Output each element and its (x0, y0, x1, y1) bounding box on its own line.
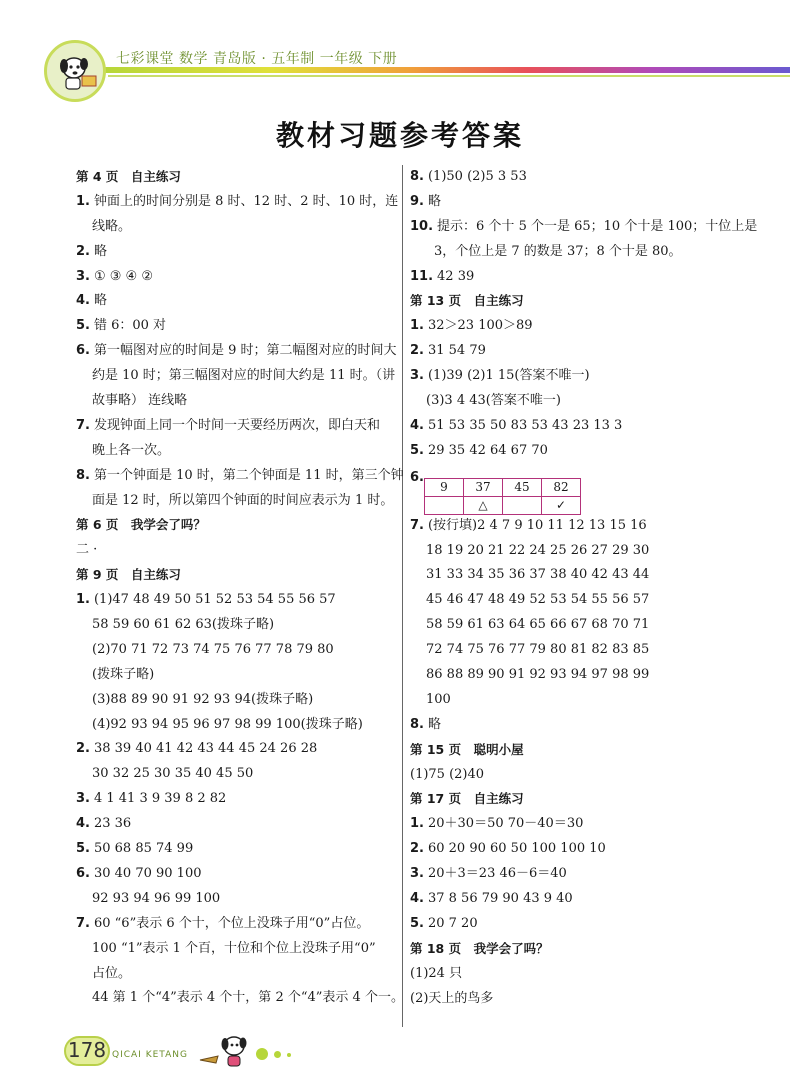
answer-text: (按行填)2 4 7 9 10 11 12 13 15 16 (427, 517, 647, 533)
answer-line (410, 539, 740, 564)
answer-text: 略 (93, 243, 107, 259)
item-number: 7. (410, 517, 424, 533)
answer-text: (拨珠子略) (92, 666, 155, 682)
answer-line (76, 937, 396, 962)
item-number: 8. (76, 467, 90, 483)
section-heading (410, 937, 740, 962)
right-column (410, 165, 758, 1012)
cartoon-dog-icon (54, 50, 100, 92)
answer-line (76, 389, 396, 414)
answer-line (76, 912, 396, 937)
answer-text: 60 “6”表示 6 个十，个位上没珠子用“0”占位。 (93, 915, 370, 931)
answer-text: 面是 12 时，所以第四个钟面的时间应表示为 1 时。 (92, 492, 394, 508)
footer-dot (256, 1048, 268, 1060)
answer-text: 约是 10 时；第三幅图对应的时间大约是 11 时。（讲 (92, 368, 396, 384)
answer-text: 38 39 40 41 42 43 44 45 24 26 28 (93, 741, 318, 757)
table-cell: 45 (503, 478, 542, 496)
answer-line (410, 987, 740, 1012)
answer-text: (2)70 71 72 73 74 75 76 77 78 79 80 (92, 641, 334, 657)
answer-text: 第 6 页 我学会了吗？ (76, 517, 206, 533)
item-number: 5. (410, 915, 424, 931)
answer-text: 线略。 (92, 218, 132, 234)
answer-text: 提示：6 个十 5 个一是 65；10 个十是 100；十位上是 (437, 218, 758, 234)
column-divider (402, 165, 403, 1027)
section-heading (410, 738, 740, 763)
answer-text: 第 9 页 自主练习 (76, 567, 181, 583)
answer-line (76, 787, 396, 812)
answer-text: 故事略） 连线略 (92, 393, 188, 409)
item-number: 10. (410, 218, 434, 234)
answer-line (76, 737, 396, 762)
answer-text: 58 59 61 63 64 65 66 67 68 70 71 (426, 617, 650, 633)
item-number: 2. (410, 841, 424, 857)
answer-text: 20＋30＝50 70－40＝30 (427, 816, 584, 832)
item-number: 9. (410, 193, 424, 209)
table-cell: 82 (542, 478, 581, 496)
answer-line (76, 613, 396, 638)
answer-text: 钟面上的时间分别是 8 时、12 时、2 时、10 时，连 (93, 193, 399, 209)
item-number: 6. (76, 343, 90, 359)
item-number: 5. (76, 841, 90, 857)
answer-text: 86 88 89 90 91 92 93 94 97 98 99 (426, 667, 650, 683)
answer-line (76, 862, 396, 887)
header-text: 七彩课堂 数学 青岛版 · 五年制 一年级 下册 (116, 51, 398, 67)
answer-text: 23 36 (93, 816, 132, 832)
answer-text: 30 40 70 90 100 (93, 865, 202, 881)
answer-line (410, 837, 740, 862)
answer-line (76, 314, 396, 339)
header-underline (108, 75, 790, 77)
answer-line (410, 613, 740, 638)
answer-line (76, 464, 404, 489)
answer-line (410, 763, 740, 788)
answer-line (410, 862, 740, 887)
answer-line (410, 588, 740, 613)
item-number: 4. (76, 293, 90, 309)
item-number: 1. (76, 592, 90, 608)
answer-line (76, 762, 396, 787)
answer-text: (2)天上的鸟多 (410, 990, 494, 1006)
item-number: 3. (76, 268, 90, 284)
answer-table (424, 478, 581, 515)
answer-line (76, 538, 396, 563)
answer-line (410, 812, 740, 837)
answer-line (76, 190, 399, 215)
answer-text: 第 13 页 自主练习 (410, 293, 524, 309)
section-heading (410, 289, 740, 314)
item-number: 2. (410, 343, 424, 359)
answer-text: (3)88 89 90 91 92 93 94(拨珠子略) (92, 691, 314, 707)
item-number: 6. (410, 469, 424, 485)
answer-line (410, 713, 740, 738)
answer-line (410, 563, 740, 588)
footer-dot (274, 1051, 281, 1058)
table-cell (503, 496, 542, 514)
answer-text: (1)39 (2)1 15(答案不唯一) (427, 368, 590, 384)
page-number: 178 (67, 1038, 107, 1062)
answer-line (410, 962, 740, 987)
answer-line (76, 265, 396, 290)
answer-line (410, 215, 758, 240)
answer-text: 第 17 页 自主练习 (410, 791, 524, 807)
answer-line (410, 364, 740, 389)
item-number: 3. (410, 866, 424, 882)
answer-line (410, 389, 740, 414)
answer-text: (1)24 只 (410, 965, 463, 981)
answer-line (76, 837, 396, 862)
answer-line (410, 240, 740, 265)
item-number: 4. (76, 816, 90, 832)
answer-text: 42 39 (437, 268, 475, 284)
table-cell: 37 (464, 478, 503, 496)
answer-text: 20＋3＝23 46－6＝40 (427, 866, 567, 882)
answer-text: 二 · (76, 542, 98, 558)
item-number: 8. (410, 169, 424, 184)
answer-text: 略 (427, 716, 441, 732)
answer-line (410, 663, 740, 688)
item-number: 1. (76, 193, 90, 209)
item-number: 7. (76, 915, 90, 931)
answer-text: 51 53 35 50 83 53 43 23 13 3 (427, 417, 623, 433)
answer-text: 100 “1”表示 1 个百，十位和个位上没珠子用“0” (92, 940, 376, 956)
answer-text: 第 15 页 聪明小屋 (410, 741, 524, 757)
answer-text: 45 46 47 48 49 52 53 54 55 56 57 (426, 592, 650, 608)
left-column (76, 165, 404, 1011)
answer-text: 92 93 94 96 99 100 (92, 890, 221, 906)
answer-line (410, 190, 740, 215)
answer-text: 44 第 1 个“4”表示 4 个十，第 2 个“4”表示 4 个一。 (92, 990, 404, 1006)
item-number: 1. (410, 816, 424, 832)
item-number: 7. (76, 417, 90, 433)
answer-line (410, 912, 740, 937)
answer-text: 略 (427, 193, 441, 209)
footer-brand: QICAI KETANG (112, 1050, 188, 1060)
answer-text: 第一个钟面是 10 时，第二个钟面是 11 时，第三个钟 (93, 467, 404, 483)
answer-line (76, 812, 396, 837)
section-heading (76, 165, 396, 190)
answer-text: 30 32 25 30 35 40 45 50 (92, 766, 254, 782)
answer-line (76, 986, 404, 1011)
table-cell: 9 (425, 478, 464, 496)
answer-text: 29 35 42 64 67 70 (427, 442, 548, 458)
item-number: 6. (76, 865, 90, 881)
answer-text: 第一幅图对应的时间是 9 时；第二幅图对应的时间大 (93, 343, 397, 359)
section-heading (410, 787, 740, 812)
right-column-top (410, 165, 758, 464)
item-number: 8. (410, 716, 424, 732)
item-number: 3. (76, 791, 90, 807)
answer-line (410, 414, 740, 439)
answer-line (410, 339, 740, 364)
answer-text: 略 (93, 293, 107, 309)
footer-dot (287, 1053, 291, 1057)
item-number: 4. (410, 891, 424, 907)
answer-line (76, 663, 396, 688)
answer-text: ① ③ ④ ② (93, 268, 153, 284)
section-heading (76, 513, 396, 538)
answer-line (76, 489, 396, 514)
answer-text: 晚上各一次。 (92, 442, 171, 458)
answer-text: 31 54 79 (427, 343, 486, 359)
item-number: 4. (410, 417, 424, 433)
answer-text: 20 7 20 (427, 915, 478, 931)
answer-line (76, 887, 396, 912)
answer-text: (1)75 (2)40 (410, 766, 485, 782)
answer-line (76, 364, 396, 389)
answer-text: 37 8 56 79 90 43 9 40 (427, 891, 573, 907)
item-number: 1. (410, 318, 424, 334)
answer-line (76, 638, 396, 663)
answer-line (410, 514, 740, 539)
answer-line (410, 887, 740, 912)
answer-text: 发现钟面上同一个时间一天要经历两次，即白天和 (93, 417, 380, 433)
answer-text: (3)3 4 43(答案不唯一) (426, 393, 561, 409)
triangle-mark: △ (464, 496, 503, 514)
answer-line (76, 962, 396, 987)
answer-text: 50 68 85 74 99 (93, 841, 194, 857)
answer-text: 错 6：00 对 (93, 318, 167, 334)
answer-line (76, 240, 396, 265)
answer-line (76, 688, 396, 713)
answer-text: 4 1 41 3 9 39 8 2 82 (93, 791, 227, 807)
answer-text: 占位。 (92, 965, 132, 981)
page-title: 教材习题参考答案 (275, 119, 524, 152)
table-cell (425, 496, 464, 514)
answer-line (410, 265, 740, 290)
section-heading (76, 563, 396, 588)
answer-line (76, 289, 396, 314)
answer-line (76, 439, 396, 464)
answer-table-row (410, 464, 740, 514)
answer-line (76, 215, 396, 240)
check-mark: ✓ (542, 496, 581, 514)
item-number: 5. (410, 442, 424, 458)
answer-text: (1)47 48 49 50 51 52 53 54 55 56 57 (93, 592, 336, 608)
item-number: 2. (76, 741, 90, 757)
answer-line (76, 414, 396, 439)
answer-line (410, 439, 740, 464)
item-number: 2. (76, 243, 90, 259)
answer-line (410, 165, 740, 190)
answer-text: 第 18 页 我学会了吗？ (410, 940, 549, 956)
right-column-bottom (410, 514, 740, 1012)
answer-text: (1)50 (2)5 3 53 (427, 169, 527, 184)
answer-text: (4)92 93 94 95 96 97 98 99 100(拨珠子略) (92, 716, 363, 732)
answer-text: 58 59 60 61 62 63(拨珠子略) (92, 617, 275, 633)
item-number: 5. (76, 318, 90, 334)
item-number: 3. (410, 368, 424, 384)
footer-dog-icon (196, 1030, 256, 1070)
answer-line (410, 688, 740, 713)
answer-line (410, 314, 740, 339)
answer-text: 31 33 34 35 36 37 38 40 42 43 44 (426, 567, 650, 583)
answer-line (410, 638, 740, 663)
answer-text: 100 (426, 691, 451, 707)
answer-text: 60 20 90 60 50 100 100 10 (427, 841, 606, 857)
answer-text: 72 74 75 76 77 79 80 81 82 83 85 (426, 642, 650, 658)
answer-text: 3，个位上是 7 的数是 37；8 个十是 80。 (434, 243, 682, 259)
answer-text: 32＞23 100＞89 (427, 318, 533, 334)
answer-line (76, 713, 396, 738)
answer-line (76, 588, 396, 613)
answer-text: 18 19 20 21 22 24 25 26 27 29 30 (426, 542, 650, 558)
item-number: 11. (410, 268, 434, 284)
answer-text: 第 4 页 自主练习 (76, 169, 181, 184)
answer-line (76, 339, 396, 364)
